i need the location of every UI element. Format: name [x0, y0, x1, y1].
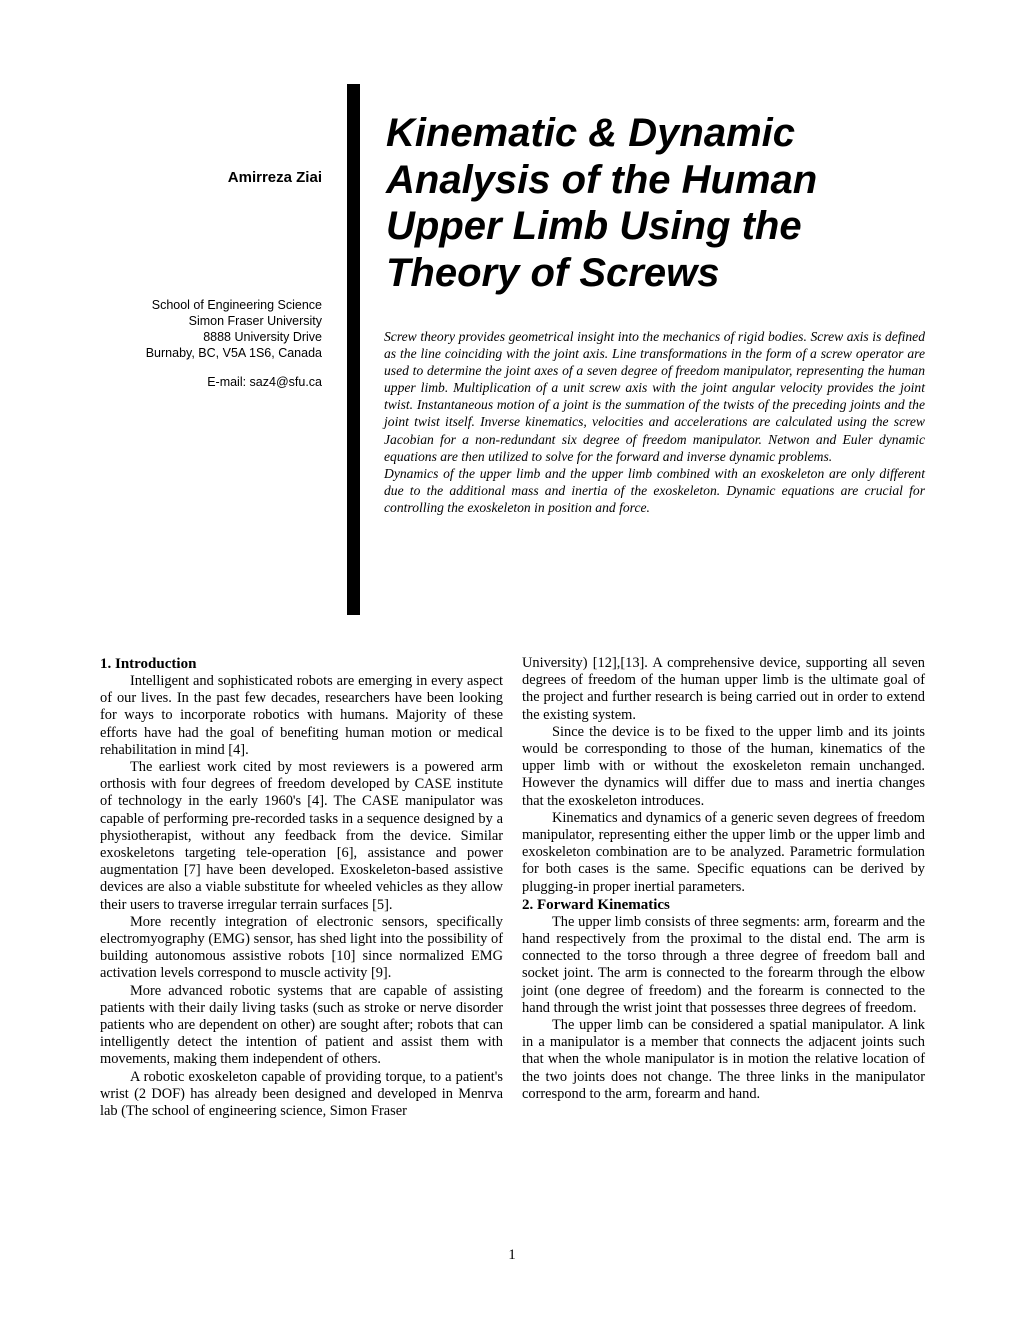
body-paragraph: A robotic exoskeleton capable of providing torque, to a patient's wrist (2 DOF) has already been designed and developed in Menrva lab (The school of engineering science, Simon Fraser [100, 1068, 503, 1120]
author-affiliation [146, 297, 322, 361]
body-paragraph: Intelligent and sophisticated robots are emerging in every aspect of our lives. In the past few decades, researchers have been looking for ways to incorporate robotics with humans. Majority of these efforts have had the goal of benefiting human motion or medical rehabilitation in mind [4]. [100, 673, 503, 758]
left-column [100, 655, 503, 1120]
body-paragraph: More recently integration of electronic sensors, specifically electromyography (EMG) sensor, has shed light into the possibility of building autonomous assistive robots [10] since normalized EMG activation levels correspond to muscle activity [9]. [100, 913, 503, 982]
abstract [384, 328, 925, 516]
title-line: Kinematic & Dynamic [386, 111, 796, 155]
right-column [522, 655, 925, 1103]
abstract-paragraph: Screw theory provides geometrical insight into the mechanics of rigid bodies. Screw axis is defined as the line coinciding with the joint axis. Line transformations in the form of a screw operator are used to determine the joint axes of a seven degree of freedom manipulator, representing the human upper limb. Multiplication of a unit screw axis with the joint angular velocity provides the joint twist. Instantaneous motion of a joint is the summation of the twists of the preceding joints and the joint twist itself. Inverse kinematics, velocities and accelerations are calculated using the screw Jacobian for a non-redundant six degree of freedom manipulator. Netwon and Euler dynamic equations are then utilized to solve for the forward and inverse dynamic problems. [384, 329, 925, 464]
section-heading-forward-kinematics: 2. Forward Kinematics [522, 896, 670, 913]
section-heading-introduction: 1. Introduction [100, 656, 197, 672]
abstract-paragraph: Dynamics of the upper limb and the upper limb combined with an exoskeleton are only different due to the additional mass and inertia of the exoskeleton. Dynamic equations are crucial for controlling the exoskeleton in position and force. [384, 465, 925, 515]
body-paragraph: Since the device is to be fixed to the upper limb and its joints would be corresponding to those of the human, kinematics of the upper limb with or without the exoskeleton remain unchanged. However the dynamics will differ due to mass and inertia changes that the exoskeleton introduces. [522, 723, 925, 809]
body-paragraph: The upper limb consists of three segments: arm, forearm and the hand respectively from the proximal to the distal end. The arm is connected to the torso through a three degree of freedom ball and socket joint. The arm is connected to the forearm through the elbow joint (one degree of freedom) and the forearm is connected to the hand through the wrist joint that possesses three degrees of freedom. [522, 913, 925, 1016]
affiliation-line: School of Engineering Science [151, 298, 322, 312]
body-paragraph: The earliest work cited by most reviewers is a powered arm orthosis with four degrees of freedom developed by CASE institute of technology in the early 1960's [4]. The CASE manipulator was capable of performing pre-recorded tasks in a sequence designed by a physiotherapist, without any feedback from the device. Similar exoskeletons targeting tele-operation [6], assistance and power augmentation [7] have been developed. Exoskeleton-based assistive devices are also a viable substitute for wheeled vehicles as they allow their users to traverse irregular terrain surfaces [5]. [100, 759, 503, 913]
paper-title [386, 110, 906, 296]
body-paragraph: More advanced robotic systems that are capable of assisting patients with their daily living tasks (such as stroke or nerve disorder patients who are dependent on other) are sought after; robots that can intelligently detect the intention of patient and assist them with movements, making them independent of others. [100, 982, 503, 1068]
body-paragraph-continued: University) [12],[13]. A comprehensive device, supporting all seven degrees of freedom of the human upper limb is the ultimate goal of the project and further research is being carried out in order to extend the existing system. [522, 655, 925, 723]
body-paragraph: The upper limb can be considered a spatial manipulator. A link in a manipulator is a member that connects the adjacent joints such that when the whole manipulator is in motion the relative location of the two joints does not change. The three links in the manipulator correspond to the arm, forearm and hand. [522, 1017, 925, 1102]
body-paragraph: Kinematics and dynamics of a generic seven degrees of freedom manipulator, representing either the upper limb or the upper limb and exoskeleton combination are to be analyzed. Parametric formulation for both cases is the same. Specific equations can be derived by plugging-in proper inertial parameters. [522, 809, 925, 895]
title-line: Upper Limb Using the [386, 204, 802, 248]
affiliation-line: Simon Fraser University [188, 314, 322, 328]
affiliation-line: 8888 University Drive [203, 330, 322, 344]
title-line: Theory of Screws [386, 250, 720, 295]
page-number: 1 [508, 1247, 516, 1263]
author-name: Amirreza Ziai [227, 169, 322, 186]
title-line: Analysis of the Human [386, 157, 818, 202]
author-email: E-mail: saz4@sfu.ca [207, 375, 322, 389]
affiliation-line: Burnaby, BC, V5A 1S6, Canada [145, 346, 322, 360]
title-divider-bar [347, 84, 360, 615]
